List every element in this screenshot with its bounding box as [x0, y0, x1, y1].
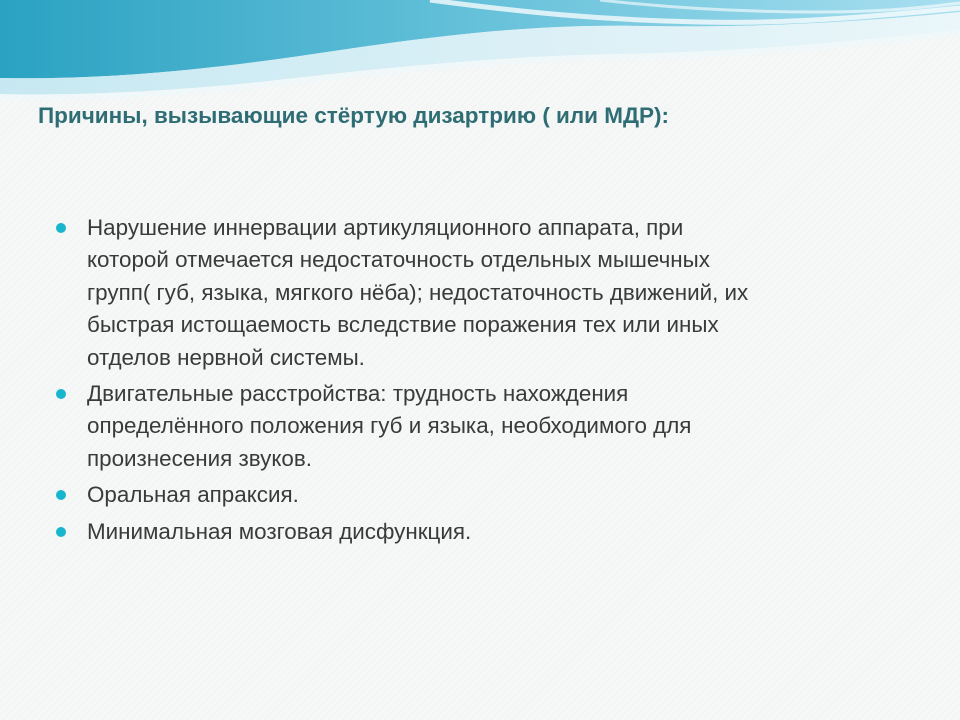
- bullet-dot-icon: [56, 490, 66, 500]
- bullet-item: [56, 212, 886, 374]
- bullet-list: [56, 212, 886, 552]
- bullet-line: которой отмечается недостаточность отдельных мышечных: [87, 247, 710, 273]
- bullet-line: определённого положения губ и языка, необходимого для: [87, 413, 692, 439]
- slide-title: Причины, вызывающие стёртую дизартрию ( или МДР):: [38, 103, 670, 128]
- bullet-dot-icon: [56, 223, 66, 233]
- bullet-line: Двигательные расстройства: трудность нахождения: [87, 381, 629, 407]
- bullet-dot-icon: [56, 389, 66, 399]
- header-wave-decoration: [0, 0, 960, 100]
- bullet-item: [56, 378, 886, 475]
- bullet-line: быстрая истощаемость вследствие поражения тех или иных: [87, 312, 719, 338]
- bullet-line: отделов нервной системы.: [87, 344, 365, 370]
- bullet-item: [56, 479, 886, 511]
- bullet-line: Нарушение иннервации артикуляционного аппарата, при: [87, 215, 684, 240]
- bullet-item: [56, 516, 886, 548]
- bullet-dot-icon: [56, 527, 66, 537]
- bullet-line: произнесения звуков.: [87, 445, 312, 471]
- bullet-line: Минимальная мозговая дисфункция.: [87, 518, 472, 544]
- bullet-line: Оральная апраксия.: [87, 482, 299, 508]
- bullet-line: групп( губ, языка, мягкого нёба); недостаточность движений, их: [87, 279, 749, 305]
